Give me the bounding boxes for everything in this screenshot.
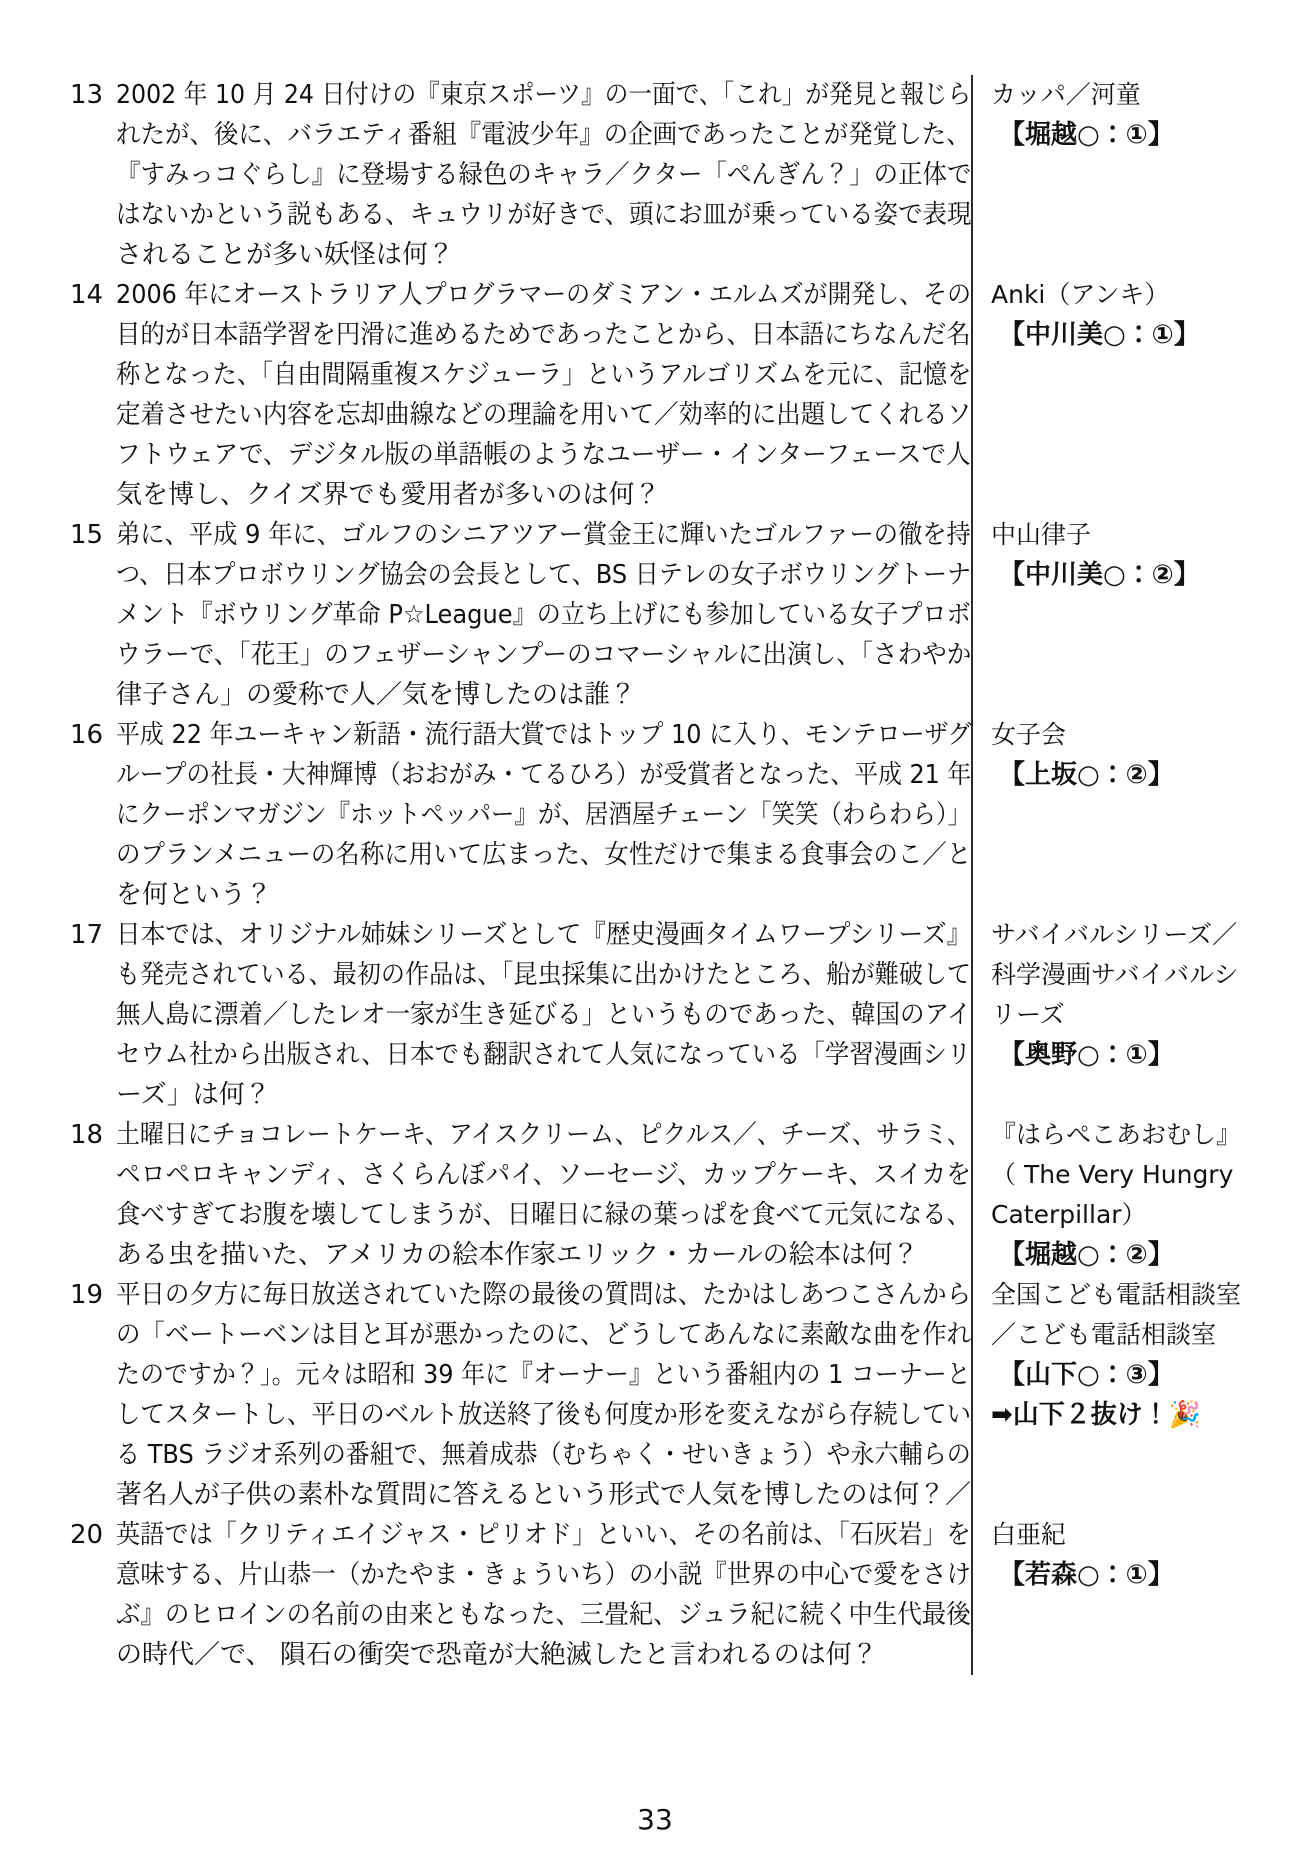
answer-line: 全国こども電話相談室 xyxy=(991,1280,1242,1309)
question-line: 日本では、オリジナル姉妹シリーズとして『歴史漫画タイムワープシリーズ』 xyxy=(116,920,972,950)
question-line: 律子さん」の愛称で人／気を博したのは誰？ xyxy=(116,680,637,710)
answer-cell xyxy=(971,1115,1245,1275)
answer-line: ／こども電話相談室 xyxy=(991,1320,1217,1349)
question-line: れたが、後に、バラエティ番組『電波少年』の企画であったことが発覚した、 xyxy=(116,120,971,150)
question-line: 定着させたい内容を忘却曲線などの理論を用いて／効率的に出題してくれるソ xyxy=(116,400,972,430)
question-line: にクーポンマガジン『ホットペッパー』が、居酒屋チェーン「笑笑（わらわら）」 xyxy=(116,800,972,830)
answer-cell xyxy=(971,275,1245,515)
answer-cell xyxy=(971,1515,1245,1675)
question-line: 著名人が子供の素朴な質問に答えるという形式で人気を博したのは何？／ xyxy=(116,1480,972,1510)
question-line: ループの社長・大神輝博（おおがみ・てるひろ）が受賞者となった、平成 21 年 xyxy=(116,760,972,790)
answer-cell xyxy=(971,915,1245,1115)
question-line: ペロペロキャンディ、さくらんぼパイ、ソーセージ、カップケーキ、スイカを xyxy=(116,1160,972,1190)
question-line: ぶ』のヒロインの名前の由来ともなった、三畳紀、ジュラ紀に続く中生代最後 xyxy=(116,1600,971,1630)
question-line: セウム社から出版され、日本でも翻訳されて人気になっている「学習漫画シリ xyxy=(116,1040,972,1070)
question-line: を何という？ xyxy=(116,880,273,910)
question-line: してスタートし、平日のベルト放送終了後も何度か形を変えながら存続してい xyxy=(116,1400,972,1430)
answer-attribution: 【奥野○：①】 xyxy=(999,1040,1174,1070)
question-line: つ、日本プロボウリング協会の会長として、BS 日テレの女子ボウリングトーナ xyxy=(116,560,972,590)
question-line: 平成 22 年ユーキャン新語・流行語大賞ではトップ 10 に入り、モンテローザグ xyxy=(116,720,972,750)
question-line: はないかという説もある、キュウリが好きで、頭にお皿が乗っている姿で表現 xyxy=(116,200,972,230)
question-number: 20 xyxy=(70,1520,104,1550)
question-line: 2002 年 10 月 24 日付けの『東京スポーツ』の一面で、「これ」が発見と報じら xyxy=(116,80,972,110)
qa-row xyxy=(70,75,1245,275)
answer-attribution: 【中川美○：②】 xyxy=(999,560,1200,590)
question-line: ウラーで、「花王」のフェザーシャンプーのコマーシャルに出演し、「さわやか xyxy=(116,640,972,670)
question-line: 意味する、片山恭一（かたやま・きょういち）の小説『世界の中心で愛をさけ xyxy=(116,1560,972,1590)
question-line: フトウェアで、デジタル版の単語帳のようなユーザー・インターフェースで人 xyxy=(116,440,971,470)
qa-row xyxy=(70,1115,1245,1275)
question-line: 気を博し、クイズ界でも愛用者が多いのは何？ xyxy=(116,480,661,510)
question-line: る TBS ラジオ系列の番組で、無着成恭（むちゃく・せいきょう）や永六輔らの xyxy=(116,1440,971,1470)
answer-cell xyxy=(971,715,1245,915)
qa-row xyxy=(70,1275,1245,1515)
qa-row xyxy=(70,715,1245,915)
question-line: 土曜日にチョコレートケーキ、アイスクリーム、ピクルス／、チーズ、サラミ、 xyxy=(116,1120,971,1150)
question-line: の時代／で、 隕石の衝突で恐竜が大絶滅したと言われるのは何？ xyxy=(116,1640,878,1670)
answer-attribution: 【中川美○：①】 xyxy=(999,320,1200,350)
answer-line: カッパ／河童 xyxy=(991,80,1141,109)
answer-cell xyxy=(971,515,1245,715)
answer-attribution: 【山下○：③】 xyxy=(999,1360,1174,1390)
answer-line: （ The Very Hungry xyxy=(991,1160,1234,1189)
qa-table xyxy=(70,75,1245,1675)
question-line: 無人島に漂着／したレオ一家が生き延びる」というものであった、韓国のアイ xyxy=(116,1000,972,1030)
question-line: メント『ボウリング革命 P☆League』の立ち上げにも参加している女子プロボ xyxy=(116,600,971,630)
question-line: たのですか？」。元々は昭和 39 年に『オーナー』という番組内の 1 コーナーと xyxy=(116,1360,971,1390)
question-line: のプランメニューの名称に用いて広まった、女性だけで集まる食事会のこ／と xyxy=(116,840,972,870)
question-number: 19 xyxy=(70,1280,104,1310)
question-line: されることが多い妖怪は何？ xyxy=(116,240,455,270)
question-text xyxy=(116,915,971,1115)
question-line: も発売されている、最初の作品は、「昆虫採集に出かけたところ、船が難破して xyxy=(116,960,972,990)
question-number: 16 xyxy=(70,720,104,750)
question-line: ーズ」は何？ xyxy=(116,1080,271,1110)
question-text xyxy=(116,515,971,715)
question-line: 目的が日本語学習を円滑に進めるためであったことから、日本語にちなんだ名 xyxy=(116,320,971,350)
question-text xyxy=(116,1115,971,1275)
answer-line: 女子会 xyxy=(991,720,1067,749)
question-number: 13 xyxy=(70,80,104,110)
question-text xyxy=(116,715,971,915)
answer-line: Caterpillar） xyxy=(991,1200,1147,1229)
question-line: 弟に、平成 9 年に、ゴルフのシニアツアー賞金王に輝いたゴルファーの徹を持 xyxy=(116,520,971,550)
question-line: の「ベートーベンは目と耳が悪かったのに、どうしてあんなに素敵な曲を作れ xyxy=(116,1320,972,1350)
answer-line: 『はらぺこあおむし』 xyxy=(991,1120,1242,1149)
question-text xyxy=(116,75,971,275)
answer-line: 白亜紀 xyxy=(991,1520,1067,1549)
question-line: ある虫を描いた、アメリカの絵本作家エリック・カールの絵本は何？ xyxy=(116,1240,919,1270)
answer-cell xyxy=(971,75,1245,275)
question-text xyxy=(116,1275,971,1515)
question-number: 18 xyxy=(70,1120,104,1150)
qa-row xyxy=(70,515,1245,715)
answer-line: Anki（アンキ） xyxy=(991,280,1170,309)
answer-line: リーズ xyxy=(991,1000,1065,1029)
question-text xyxy=(116,275,971,515)
answer-attribution: 【堀越○：①】 xyxy=(999,120,1174,150)
question-line: 英語では「クリティエイジャス・ピリオド」といい、その名前は、「石灰岩」を xyxy=(116,1520,971,1550)
answer-cell xyxy=(971,1275,1245,1515)
question-text xyxy=(116,1515,971,1675)
question-number: 15 xyxy=(70,520,104,550)
answer-note: ➡山下２抜け！🎉 xyxy=(991,1400,1202,1430)
answer-line: 科学漫画サバイバルシ xyxy=(991,960,1239,989)
answer-attribution: 【堀越○：②】 xyxy=(999,1240,1174,1270)
page-number: 33 xyxy=(637,1803,673,1836)
answer-attribution: 【上坂○：②】 xyxy=(999,760,1174,790)
question-number: 17 xyxy=(70,920,104,950)
question-line: 2006 年にオーストラリア人プログラマーのダミアン・エルムズが開発し、その xyxy=(116,280,972,310)
answer-line: 中山律子 xyxy=(991,520,1092,549)
question-line: 平日の夕方に毎日放送されていた際の最後の質問は、たかはしあつこさんから xyxy=(116,1280,972,1310)
qa-row xyxy=(70,915,1245,1115)
qa-row xyxy=(70,1515,1245,1675)
question-line: 『すみっコぐらし』に登場する緑色のキャラ／クター「ぺんぎん？」の正体で xyxy=(116,160,972,190)
question-number: 14 xyxy=(70,280,104,310)
question-line: 食べすぎてお腹を壊してしまうが、日曜日に緑の葉っぱを食べて元気になる、 xyxy=(116,1200,972,1230)
qa-row xyxy=(70,275,1245,515)
answer-attribution: 【若森○：①】 xyxy=(999,1560,1174,1590)
answer-line: サバイバルシリーズ／ xyxy=(991,920,1238,949)
question-line: 称となった、「自由間隔重複スケジューラ」というアルゴリズムを元に、記憶を xyxy=(116,360,972,390)
